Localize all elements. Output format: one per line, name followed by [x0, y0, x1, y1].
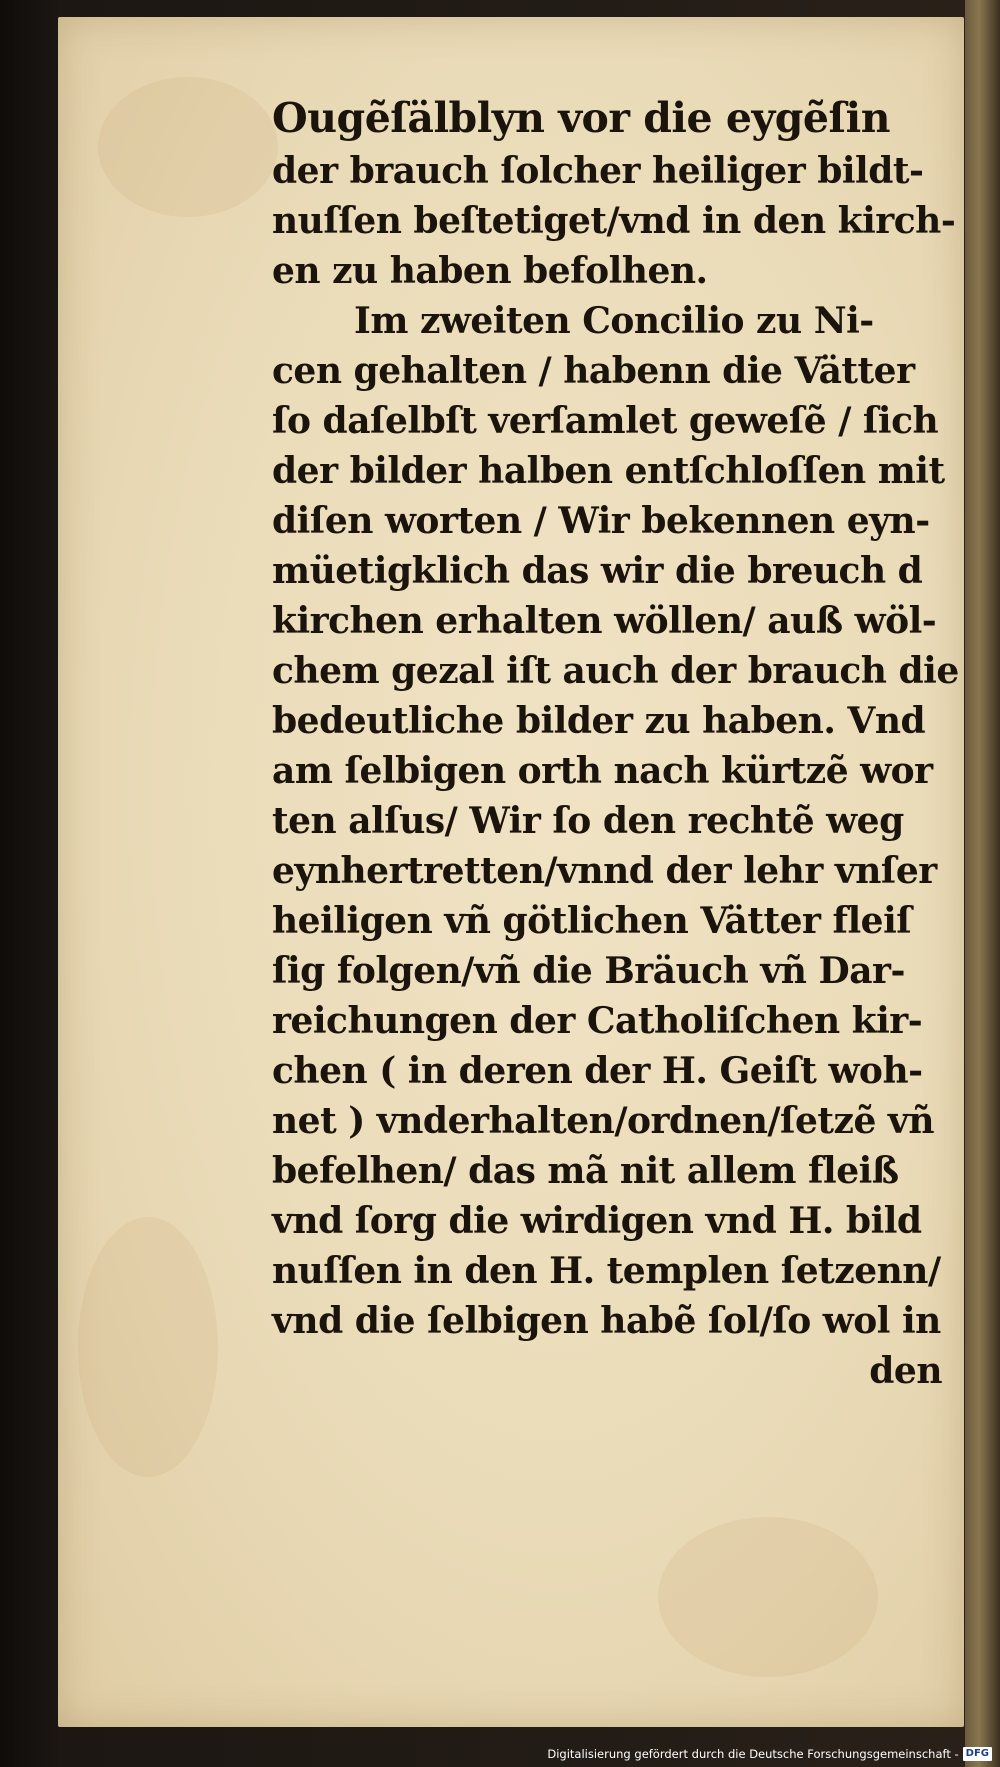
credit-text: Digitalisierung gefördert durch die Deutsche Forschungsgemeinschaft -	[547, 1747, 959, 1761]
book-edge	[965, 0, 1000, 1767]
digitization-credit	[547, 1743, 992, 1765]
paper-stain	[78, 1217, 218, 1477]
text-line: der bilder halben entſchloſſen mit	[272, 450, 945, 492]
text-line: vnd ſorg die wirdigen vnd H. bild	[272, 1200, 922, 1242]
text-line: vnd die ſelbigen habẽ ſol/ſo wol in	[272, 1300, 941, 1342]
text-line: der brauch ſolcher heiliger bildt-	[272, 150, 924, 192]
text-line: nuſſen in den H. templen ſetzenn/	[272, 1250, 941, 1292]
text-line: net ) vnderhalten/ordnen/ſetzẽ vñ	[272, 1100, 935, 1142]
text-line: ſig folgen/vñ die Bräuch vñ Dar-	[272, 950, 905, 992]
text-line: ſo daſelbſt verſamlet geweſẽ / ſich	[272, 400, 939, 442]
text-line: chen ( in deren der H. Geiſt woh-	[272, 1050, 923, 1092]
text-line: en zu haben befolhen.	[272, 250, 708, 292]
text-line: müetigklich das wir die breuch d	[272, 550, 923, 592]
text-line: Ougẽſälblyn vor die eygẽſin	[272, 94, 891, 142]
text-line: kirchen erhalten wöllen/ auß wöl-	[272, 600, 937, 642]
text-line: ten alſus/ Wir ſo den rechtẽ weg	[272, 800, 904, 842]
text-line: chem gezal iſt auch der brauch die	[272, 650, 959, 692]
text-line: Im zweiten Concilio zu Ni-	[354, 300, 874, 342]
text-line: befelhen/ das mã nit allem fleiß	[272, 1150, 899, 1192]
paper-stain	[658, 1517, 878, 1677]
text-line: cen gehalten / habenn die Vätter	[272, 350, 915, 392]
text-line: heiligen vñ götlichen Vätter fleiſ	[272, 900, 912, 942]
text-line: am ſelbigen orth nach kürtzẽ wor	[272, 750, 933, 792]
paper-stain	[98, 77, 278, 217]
page-text	[272, 90, 959, 1396]
text-line: eynhertretten/vnnd der lehr vnſer	[272, 850, 937, 892]
text-line: nuſſen beſtetiget/vnd in den kirch-	[272, 200, 956, 242]
catchword: den	[869, 1350, 942, 1392]
dfg-logo: DFG	[963, 1747, 992, 1761]
text-line: bedeutliche bilder zu haben. Vnd	[272, 700, 926, 742]
text-line: diſen worten / Wir bekennen eyn-	[272, 500, 930, 542]
text-line: reichungen der Catholiſchen kir-	[272, 1000, 923, 1042]
